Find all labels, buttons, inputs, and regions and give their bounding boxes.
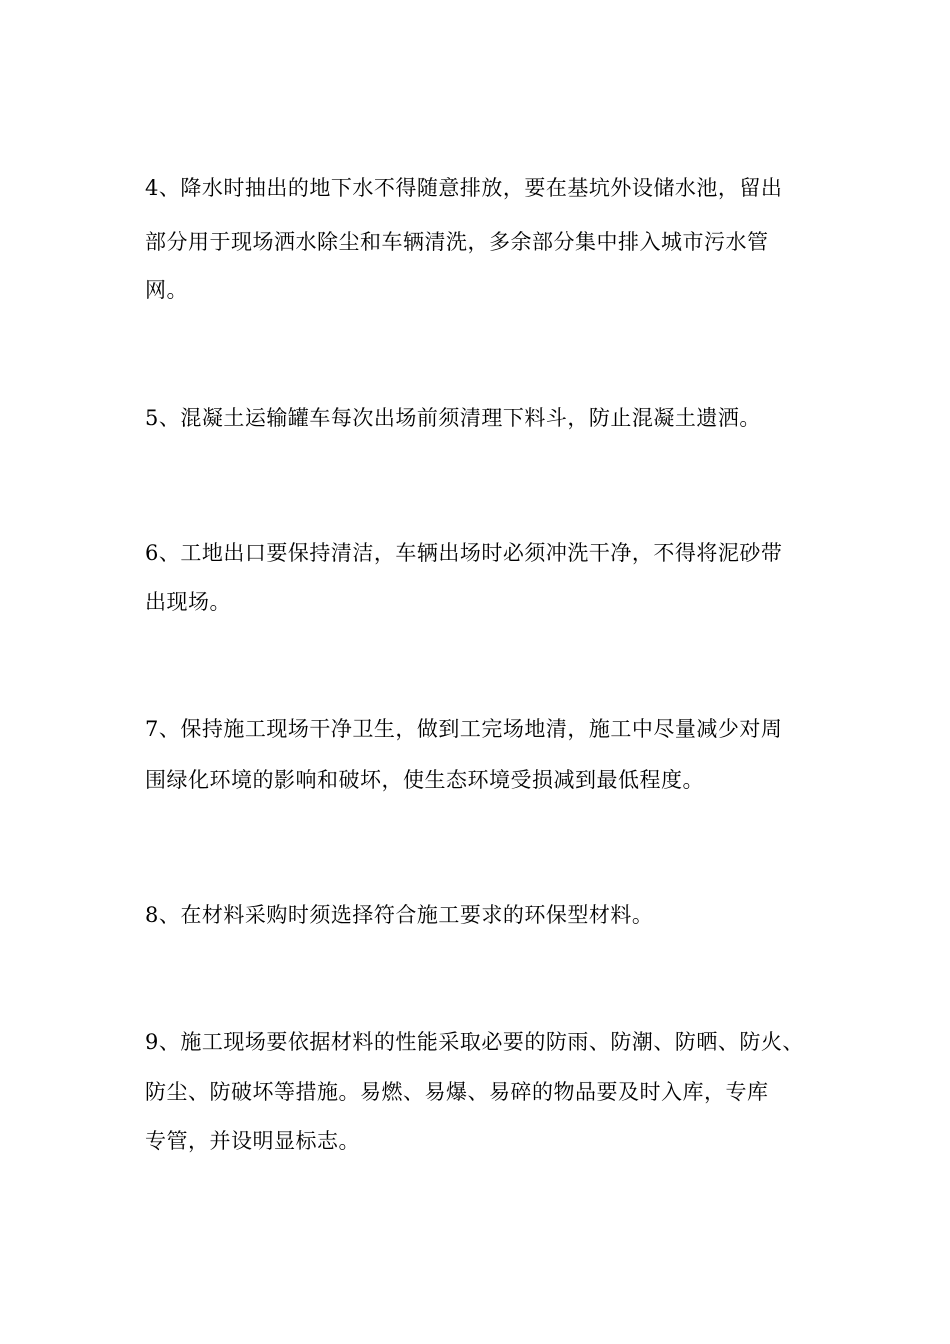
paragraph-line: 4、降水时抽出的地下水不得随意排放，要在基坑外设储水池，留出 [145,176,783,200]
paragraph-line: 6、工地出口要保持清洁，车辆出场时必须冲洗干净，不得将泥砂带 [145,541,783,565]
paragraph-line: 7、保持施工现场干净卫生，做到工完场地清，施工中尽量减少对周 [145,717,783,741]
paragraph-line: 9、施工现场要依据材料的性能采取必要的防雨、防潮、防晒、防火、 [145,1030,804,1054]
paragraph-line: 网。 [145,278,188,302]
paragraph-line: 部分用于现场洒水除尘和车辆清洗，多余部分集中排入城市污水管 [145,230,769,254]
paragraph-line: 出现场。 [145,590,231,614]
paragraph-line: 专管，并设明显标志。 [145,1129,360,1153]
paragraph-line: 5、混凝土运输罐车每次出场前须清理下料斗，防止混凝土遗洒。 [145,406,761,430]
paragraph-line: 围绿化环境的影响和破坏，使生态环境受损减到最低程度。 [145,768,704,792]
paragraph-line: 8、在材料采购时须选择符合施工要求的环保型材料。 [145,903,654,927]
paragraph-line: 防尘、防破坏等措施。易燃、易爆、易碎的物品要及时入库，专库 [145,1080,769,1104]
